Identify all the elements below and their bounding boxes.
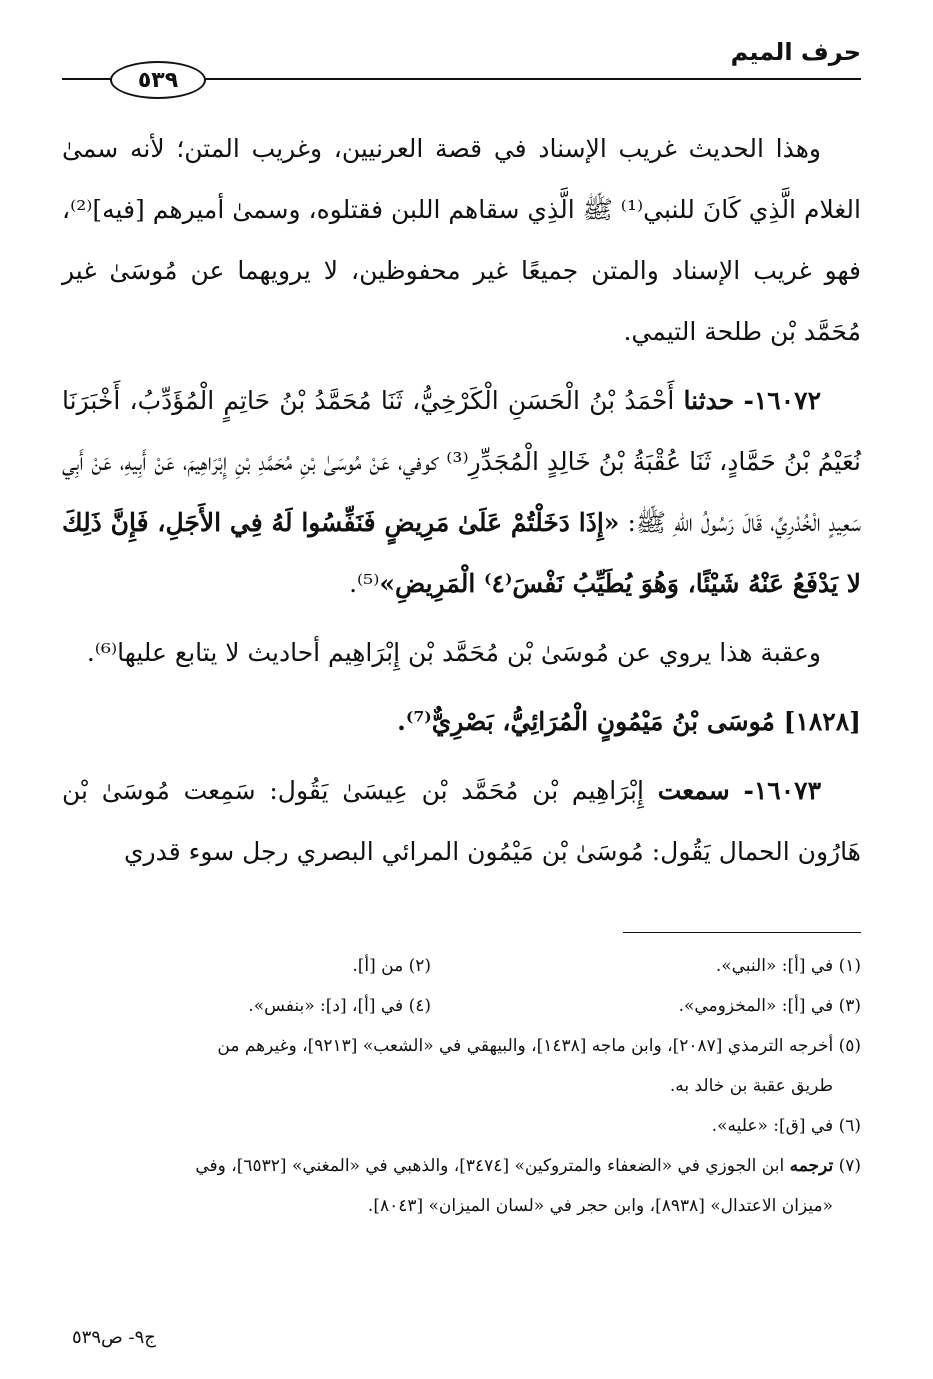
main-text <box>62 118 861 882</box>
hadith-number: ١٦٠٧٢- <box>743 386 821 415</box>
footnote-row <box>62 946 861 986</box>
footnote-7 <box>62 1146 861 1226</box>
paragraph-text: وهذا الحديث غريب الإسناد في قصة العرنيين، وغريب المتن؛ لأنه سمىٰ الغلام الَّذِي كَانَ للنبي⁽¹⁾ ﷺ الَّذِي سقاهم اللبن فقتلوه، وسمىٰ أميرهم [فيه]⁽²⁾، فهو غريب الإسناد والمتن جميعًا غير محفوظين، لا يرويهما عن مُوسَىٰ غير مُحَمَّد بْن طلحة التيمي. <box>62 134 861 346</box>
footnote-7-text: ابن الجوزي في «الضعفاء والمتروكين» [٣٤٧٤]، والذهبي في «المغني» [٦٥٣٢]، وفي <box>195 1156 785 1176</box>
footnotes-rule <box>623 932 861 933</box>
hadith-isnad: أَحْمَدُ بْنُ الْحَسَنِ الْكَرْخِيُّ، ثَنَا مُحَمَّدُ بْنُ حَاتِمٍ الْمُؤَدِّبُ، أَخْبَرَنَا نُعَيْمُ بْنُ حَمَّادٍ، ثَنَا عُقْبَةُ بْنُ خَالِدٍ الْمُجَدِّرِ⁽³⁾ كوفي، عَنْ مُوسَىٰ بْنِ مُحَمَّدِ بْنِ إِبْرَاهِيمَ، عَنْ أَبِيهِ، عَنْ أَبِي سَعِيدٍ الْخُدْرِيِّ، قَالَ رَسُولُ اللهِ ﷺ: <box>62 386 861 537</box>
biography-heading-text: [١٨٢٨] مُوسَى بْنُ مَيْمُونٍ الْمُرَائِيُّ، بَصْرِيٌّ⁽⁷⁾. <box>397 707 861 736</box>
page-number-text: ٥٣٩ <box>137 67 179 93</box>
page-number <box>110 61 206 99</box>
hadith-footnote-ref: ⁽⁵⁾. <box>349 569 380 598</box>
footnote-7-number: (٧) <box>838 1156 861 1176</box>
footnote-3: (٣) في [أ]: «المخزومي». <box>678 996 861 1016</box>
hadith-16072 <box>62 370 861 614</box>
paragraph-note <box>62 622 861 683</box>
chapter-title: حرف الميم <box>730 38 861 66</box>
footnote-2: (٢) من [أ]. <box>352 956 431 976</box>
hadith-number: ١٦٠٧٣- <box>743 776 822 805</box>
biography-heading <box>62 691 861 752</box>
footnote-6: (٦) في [ق]: «عليه». <box>711 1116 861 1136</box>
footnote-1: (١) في [أ]: «النبي». <box>715 956 861 976</box>
hadith-lead-word: حدثنا <box>683 386 735 415</box>
footnotes <box>62 946 861 1226</box>
footnote-row <box>62 986 861 1026</box>
hadith-text: إِبْرَاهِيم بْن مُحَمَّد بْن عِيسَىٰ يَقُول: سَمِعت مُوسَىٰ بْن هَارُون الحمال يَقُول: مُوسَىٰ بْن مَيْمُون المرائي البصري رجل سوء قدري <box>62 776 861 866</box>
paragraph-text: وعقبة هذا يروي عن مُوسَىٰ بْن مُحَمَّد بْن إِبْرَاهِيم أحاديث لا يتابع عليها⁽⁶⁾. <box>86 638 821 667</box>
hadith-lead-word: سمعت <box>657 776 730 805</box>
hadith-matn: «إِذَا دَخَلْتُمْ عَلَىٰ مَرِيضٍ فَنَفِّسُوا لَهُ فِي الأَجَلِ، فَإِنَّ ذَلِكَ لا يَدْفَعُ عَنْهُ شَيْئًا، وَهُوَ يُطَيِّبُ نَفْسَ⁽٤⁾ الْمَرِيضِ» <box>62 508 861 598</box>
paragraph-commentary <box>62 118 861 362</box>
footnote-5-line-1: (٥) أخرجه الترمذي [٢٠٨٧]، وابن ماجه [١٤٣٨]، والبيهقي في «الشعب» [٩٢١٣]، وغيرهم من <box>217 1036 861 1056</box>
footnote-4: (٤) في [أ]، [د]: «بنفس». <box>248 996 431 1016</box>
footnote-7-line-1 <box>62 1146 861 1186</box>
hadith-16073 <box>62 760 861 882</box>
volume-page-reference: ج٩- ص٥٣٩ <box>72 1327 156 1348</box>
footnote-7-lead: ترجمه <box>789 1156 834 1176</box>
footnote-5 <box>62 1026 861 1106</box>
footnote-5-line-2: طريق عقبة بن خالد به. <box>669 1076 833 1096</box>
footnote-7-line-2: «ميزان الاعتدال» [٨٩٣٨]، وابن حجر في «لسان الميزان» [٨٠٤٣]. <box>367 1196 833 1216</box>
